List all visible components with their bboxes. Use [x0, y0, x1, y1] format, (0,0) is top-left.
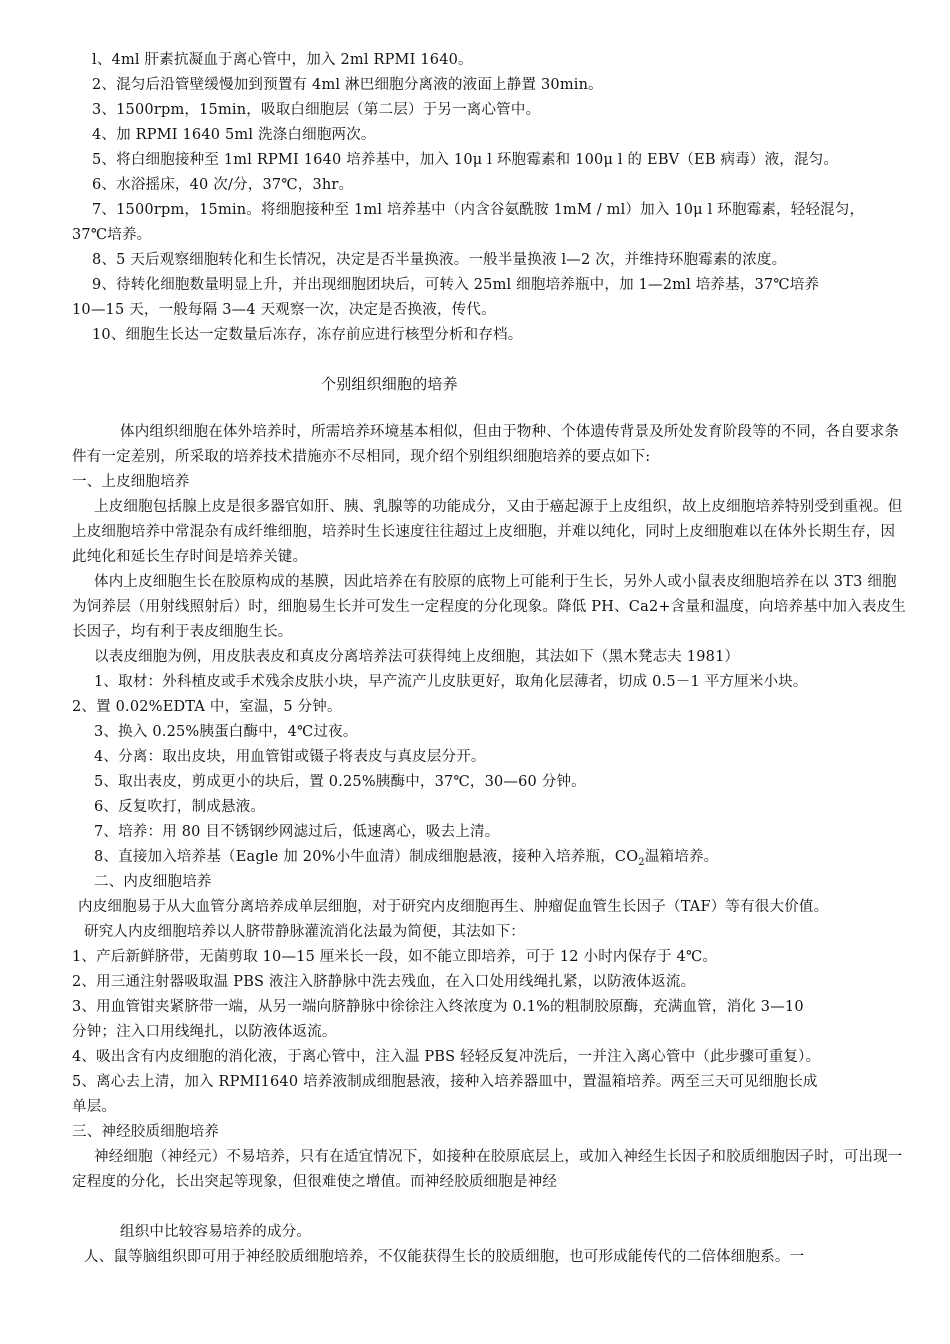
endothelial-step-5-cont: 单层。 — [72, 1099, 117, 1115]
endothelial-paragraph-2: 研究人内皮细胞培养以人脐带静脉灌流消化法最为简便，其法如下： — [84, 924, 525, 940]
endothelial-step-2: 2、用三通注射器吸取温 PBS 液注入脐静脉中洗去残血，在入口处用线绳扎紧，以防液体返流。 — [72, 974, 696, 990]
endothelial-step-1: 1、产后新鲜脐带，无菌剪取 10—15 厘米长一段，如不能立即培养，可于 12 小时内保存于 4℃。 — [72, 949, 718, 965]
epithelial-method-intro: 以表皮细胞为例，用皮肤表皮和真皮分离培养法可获得纯上皮细胞，其法如下（黑木凳志夫 1981） — [94, 649, 740, 665]
epithelial-paragraph-2: 体内上皮细胞生长在胶原构成的基膜，因此培养在有胶原的底物上可能利于生长，另外人或小鼠表皮细胞培养在以 3T3 细胞为饲养层（用射线照射后）时，细胞易生长并可发生一定程度的分化现象。降低 PH、Ca2+含量和温度，向培养基中加入表皮生长因子，均有利于表皮细胞生长。 — [72, 574, 906, 640]
step-8: 8、5 天后观察细胞转化和生长情况，决定是否半量换液。一般半量换液 l—2 次，并维持环胞霉素的浓度。 — [92, 252, 787, 268]
section-title: 个别组织细胞的培养 — [321, 375, 458, 393]
epithelial-step-3: 3、换入 0.25%胰蛋白酶中，4℃过夜。 — [94, 724, 358, 740]
step-2: 2、混匀后沿管壁缓慢加到预置有 4ml 淋巴细胞分离液的液面上静置 30min。 — [92, 77, 603, 93]
endothelial-step-3-cont: 分钟；注入口用线绳扎，以防液体返流。 — [72, 1024, 337, 1040]
endothelial-step-3: 3、用血管钳夹紧脐带一端，从另一端向脐静脉中徐徐注入终浓度为 0.1%的粗制胶原酶，充满血管，消化 3—10 — [72, 999, 804, 1015]
endothelial-step-5: 5、离心去上清，加入 RPMI1640 培养液制成细胞悬液，接种入培养器皿中，置温箱培养。两至三天可见细胞长成 — [72, 1074, 818, 1090]
co2-subscript: 2 — [638, 856, 645, 868]
epithelial-step-4: 4、分离：取出皮块，用血管钳或镊子将表皮与真皮层分开。 — [94, 749, 486, 765]
endothelial-heading: 二、内皮细胞培养 — [94, 874, 212, 890]
epithelial-step-1: 1、取材：外科植皮或手术残余皮肤小块，早产流产儿皮肤更好，取角化层薄者，切成 0.5－1 平方厘米小块。 — [94, 674, 808, 690]
step-9-cont: 10—15 天，一般每隔 3—4 天观察一次，决定是否换液，传代。 — [72, 302, 496, 318]
epithelial-paragraph-1: 上皮细胞包括腺上皮是很多器官如肝、胰、乳腺等的功能成分，又由于癌起源于上皮组织，故上皮细胞培养特别受到重视。但上皮细胞培养中常混杂有成纤维细胞，培养时生长速度往往超过上皮细胞，并难以纯化，同时上皮细胞难以在体外长期生存，因此纯化和延长生存时间是培养关键。 — [72, 499, 903, 565]
epithelial-step-6: 6、反复吹打，制成悬液。 — [94, 799, 266, 815]
epithelial-step-8-text: 8、直接加入培养基（Eagle 加 20%小牛血清）制成细胞悬液，接种入培养瓶，CO — [94, 849, 639, 865]
epithelial-heading: 一、上皮细胞培养 — [72, 474, 190, 490]
glial-heading: 三、神经胶质细胞培养 — [72, 1124, 219, 1140]
step-7-cont: 37℃培养。 — [72, 227, 152, 243]
glial-paragraph-1: 神经细胞（神经元）不易培养，只有在适宜情况下，如接种在胶原底层上，或加入神经生长因子和胶质细胞因子时，可出现一定程度的分化，长出突起等现象，但很难使之增值。而神经胶质细胞是神经 — [72, 1149, 903, 1190]
epithelial-step-8 — [94, 845, 718, 870]
endothelial-step-4: 4、吸出含有内皮细胞的消化液，于离心管中，注入温 PBS 轻轻反复冲洗后，一并注入离心管中（此步骤可重复）。 — [72, 1049, 821, 1065]
step-6: 6、水浴摇床，40 次/分，37℃，3hr。 — [92, 177, 354, 193]
step-9: 9、待转化细胞数量明显上升，并出现细胞团块后，可转入 25ml 细胞培养瓶中，加 1—2ml 培养基，37℃培养 — [92, 277, 820, 293]
step-5: 5、将白细胞接种至 1ml RPMI 1640 培养基中，加入 10μ l 环胞霉素和 100μ l 的 EBV（EB 病毒）液，混匀。 — [92, 152, 839, 168]
step-1: l、4ml 肝素抗凝血于离心管中，加入 2ml RPMI 1640。 — [92, 52, 473, 68]
step-10: 10、细胞生长达一定数量后冻存，冻存前应进行核型分析和存档。 — [92, 327, 523, 343]
step-4: 4、加 RPMI 1640 5ml 洗涤白细胞两次。 — [92, 127, 376, 143]
endothelial-paragraph-1: 内皮细胞易于从大血管分离培养成单层细胞，对于研究内皮细胞再生、肿瘤促血管生长因子（TAF）等有很大价值。 — [78, 899, 829, 915]
epithelial-step-2: 2、置 0.02%EDTA 中，室温，5 分钟。 — [72, 699, 342, 715]
epithelial-step-7: 7、培养：用 80 目不锈钢纱网滤过后，低速离心，吸去上清。 — [94, 824, 500, 840]
step-7: 7、1500rpm，15min。将细胞接种至 1ml 培养基中（内含谷氨酰胺 1mM / ml）加入 10μ l 环胞霉素，轻轻混匀， — [92, 202, 865, 218]
step-3: 3、1500rpm，15min，吸取白细胞层（第二层）于另一离心管中。 — [92, 102, 541, 118]
intro-paragraph: 体内组织细胞在体外培养时，所需培养环境基本相似，但由于物种、个体遗传背景及所处发育阶段等的不同，各自要求条件有一定差别，所采取的培养技术措施亦不尽相同，现介绍个别组织细胞培养的要点如下: — [72, 424, 900, 465]
glial-paragraph-3: 人、鼠等脑组织即可用于神经胶质细胞培养，不仅能获得生长的胶质细胞，也可形成能传代的二倍体细胞系。一 — [84, 1249, 805, 1265]
epithelial-step-5: 5、取出表皮，剪成更小的块后，置 0.25%胰酶中，37℃，30—60 分钟。 — [94, 774, 586, 790]
glial-paragraph-2: 组织中比较容易培养的成分。 — [120, 1224, 312, 1240]
epithelial-step-8-tail: 温箱培养。 — [644, 849, 719, 865]
